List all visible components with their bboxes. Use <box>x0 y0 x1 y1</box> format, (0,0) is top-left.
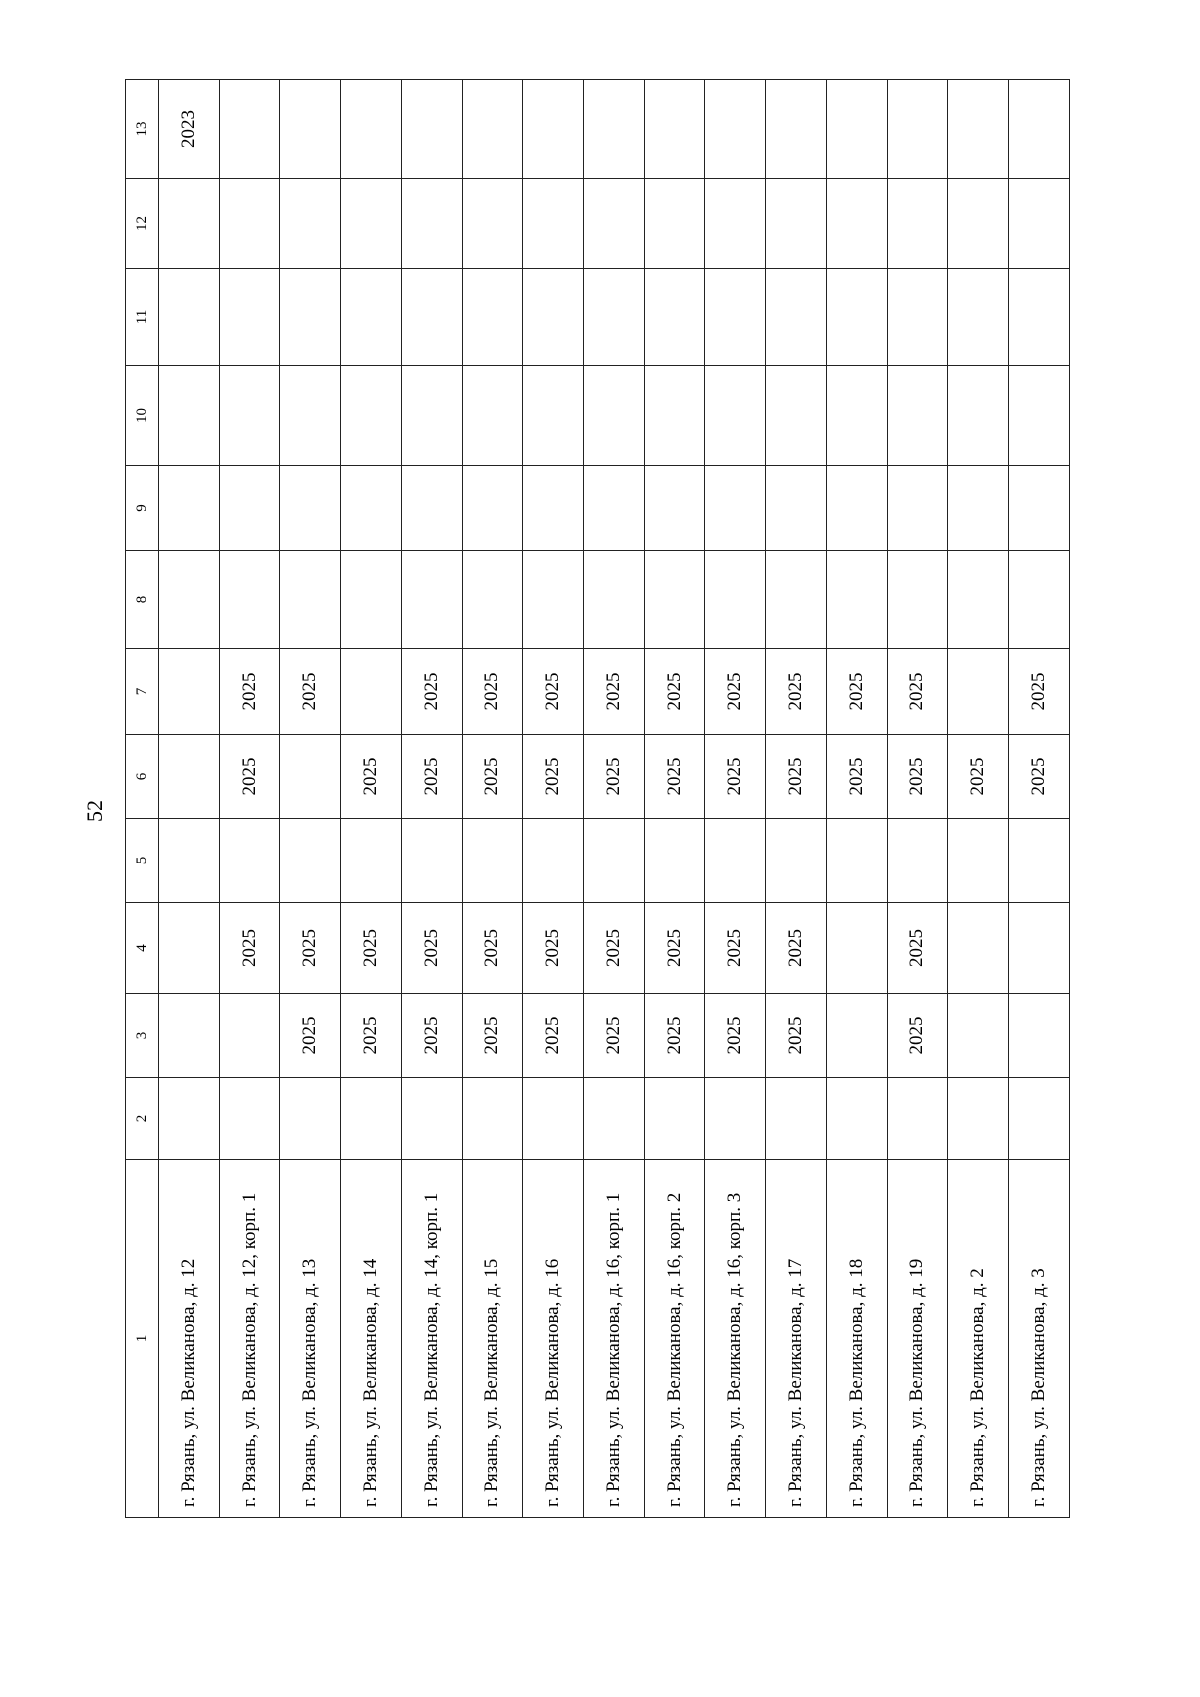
year-cell <box>887 80 948 179</box>
year-cell: 2025 <box>887 994 948 1078</box>
year-cell <box>948 649 1009 735</box>
year-cell: 2025 <box>826 649 887 735</box>
year-cell <box>887 819 948 903</box>
table-body <box>159 80 1070 1518</box>
year-cell: 2025 <box>280 994 341 1078</box>
year-cell: 2025 <box>826 735 887 819</box>
column-header-9: 9 <box>126 466 159 551</box>
year-cell <box>219 366 280 466</box>
address-cell: г. Рязань, ул. Великанова, д. 16, корп. 2 <box>644 1160 705 1518</box>
schedule-table <box>125 79 1070 1518</box>
year-cell: 2025 <box>219 903 280 994</box>
column-header-4: 4 <box>126 903 159 994</box>
year-cell <box>280 466 341 551</box>
year-cell <box>644 366 705 466</box>
year-cell <box>341 179 402 269</box>
column-header-11: 11 <box>126 269 159 366</box>
year-cell <box>948 551 1009 649</box>
schedule-table-wrapper <box>125 80 1070 1518</box>
table-row <box>401 80 462 1518</box>
year-cell: 2025 <box>584 735 645 819</box>
table-row <box>462 80 523 1518</box>
year-cell <box>887 179 948 269</box>
column-header-13: 13 <box>126 80 159 179</box>
year-cell: 2025 <box>766 903 827 994</box>
year-cell <box>948 1078 1009 1160</box>
year-cell <box>523 80 584 179</box>
table-row <box>280 80 341 1518</box>
year-cell <box>705 179 766 269</box>
year-cell <box>1009 994 1070 1078</box>
column-header-6: 6 <box>126 735 159 819</box>
address-cell: г. Рязань, ул. Великанова, д. 16, корп. 3 <box>705 1160 766 1518</box>
year-cell <box>462 551 523 649</box>
year-cell <box>523 466 584 551</box>
year-cell <box>948 269 1009 366</box>
year-cell: 2025 <box>705 903 766 994</box>
year-cell <box>1009 551 1070 649</box>
table-row <box>584 80 645 1518</box>
year-cell <box>644 819 705 903</box>
column-header-2: 2 <box>126 1078 159 1160</box>
year-cell <box>280 1078 341 1160</box>
column-header-5: 5 <box>126 819 159 903</box>
year-cell <box>219 80 280 179</box>
year-cell <box>766 466 827 551</box>
year-cell: 2025 <box>341 994 402 1078</box>
year-cell <box>219 179 280 269</box>
column-header-12: 12 <box>126 179 159 269</box>
year-cell: 2025 <box>705 994 766 1078</box>
table-row <box>766 80 827 1518</box>
table-row <box>826 80 887 1518</box>
year-cell <box>644 466 705 551</box>
year-cell <box>826 366 887 466</box>
year-cell <box>705 1078 766 1160</box>
year-cell <box>1009 80 1070 179</box>
year-cell <box>705 466 766 551</box>
year-cell: 2025 <box>341 903 402 994</box>
year-cell: 2025 <box>766 994 827 1078</box>
year-cell <box>766 179 827 269</box>
year-cell <box>341 819 402 903</box>
year-cell <box>159 649 220 735</box>
year-cell <box>341 551 402 649</box>
year-cell: 2025 <box>644 903 705 994</box>
year-cell <box>462 269 523 366</box>
year-cell <box>766 551 827 649</box>
year-cell <box>1009 819 1070 903</box>
year-cell <box>826 269 887 366</box>
year-cell <box>523 1078 584 1160</box>
year-cell <box>401 269 462 366</box>
year-cell <box>401 179 462 269</box>
year-cell <box>401 366 462 466</box>
year-cell <box>1009 179 1070 269</box>
year-cell <box>1009 466 1070 551</box>
year-cell <box>462 80 523 179</box>
address-cell: г. Рязань, ул. Великанова, д. 12, корп. 1 <box>219 1160 280 1518</box>
year-cell <box>644 80 705 179</box>
year-cell <box>887 269 948 366</box>
year-cell: 2025 <box>462 994 523 1078</box>
year-cell <box>159 903 220 994</box>
year-cell <box>341 649 402 735</box>
table-row <box>644 80 705 1518</box>
year-cell <box>1009 1078 1070 1160</box>
year-cell <box>462 366 523 466</box>
year-cell <box>584 819 645 903</box>
table-row <box>219 80 280 1518</box>
year-cell <box>401 466 462 551</box>
year-cell: 2025 <box>766 735 827 819</box>
year-cell <box>280 366 341 466</box>
year-cell <box>523 269 584 366</box>
year-cell <box>462 466 523 551</box>
year-cell <box>826 1078 887 1160</box>
address-cell: г. Рязань, ул. Великанова, д. 12 <box>159 1160 220 1518</box>
year-cell: 2025 <box>584 649 645 735</box>
year-cell <box>766 1078 827 1160</box>
year-cell <box>584 466 645 551</box>
year-cell: 2025 <box>523 994 584 1078</box>
year-cell <box>826 551 887 649</box>
year-cell <box>159 269 220 366</box>
year-cell <box>705 551 766 649</box>
year-cell: 2025 <box>401 994 462 1078</box>
year-cell <box>584 269 645 366</box>
address-cell: г. Рязань, ул. Великанова, д. 16 <box>523 1160 584 1518</box>
year-cell <box>401 819 462 903</box>
year-cell <box>523 366 584 466</box>
year-cell: 2025 <box>766 649 827 735</box>
year-cell: 2025 <box>219 649 280 735</box>
year-cell <box>341 1078 402 1160</box>
year-cell <box>766 366 827 466</box>
year-cell: 2025 <box>948 735 1009 819</box>
year-cell: 2025 <box>644 994 705 1078</box>
year-cell <box>826 819 887 903</box>
column-header-8: 8 <box>126 551 159 649</box>
year-cell: 2025 <box>584 994 645 1078</box>
column-header-1: 1 <box>126 1160 159 1518</box>
year-cell <box>159 735 220 819</box>
year-cell: 2025 <box>280 649 341 735</box>
year-cell <box>705 819 766 903</box>
year-cell <box>766 269 827 366</box>
year-cell <box>948 179 1009 269</box>
year-cell: 2025 <box>280 903 341 994</box>
year-cell <box>644 551 705 649</box>
year-cell <box>887 466 948 551</box>
year-cell: 2025 <box>887 649 948 735</box>
year-cell <box>159 1078 220 1160</box>
year-cell <box>644 269 705 366</box>
year-cell <box>826 179 887 269</box>
year-cell: 2025 <box>1009 649 1070 735</box>
year-cell <box>219 551 280 649</box>
year-cell <box>401 80 462 179</box>
year-cell <box>948 466 1009 551</box>
year-cell <box>584 551 645 649</box>
year-cell <box>887 551 948 649</box>
table-row <box>887 80 948 1518</box>
year-cell: 2025 <box>462 649 523 735</box>
year-cell: 2025 <box>341 735 402 819</box>
year-cell <box>948 994 1009 1078</box>
column-header-7: 7 <box>126 649 159 735</box>
year-cell <box>219 1078 280 1160</box>
year-cell: 2025 <box>523 903 584 994</box>
year-cell <box>280 269 341 366</box>
address-cell: г. Рязань, ул. Великанова, д. 17 <box>766 1160 827 1518</box>
year-cell: 2025 <box>705 735 766 819</box>
year-cell <box>887 366 948 466</box>
year-cell <box>462 1078 523 1160</box>
table-row <box>523 80 584 1518</box>
year-cell <box>219 466 280 551</box>
year-cell: 2025 <box>584 903 645 994</box>
header-row <box>126 80 159 1518</box>
year-cell <box>219 994 280 1078</box>
year-cell: 2025 <box>1009 735 1070 819</box>
year-cell <box>948 903 1009 994</box>
year-cell <box>280 80 341 179</box>
year-cell <box>705 366 766 466</box>
year-cell: 2025 <box>462 903 523 994</box>
year-cell: 2025 <box>887 735 948 819</box>
year-cell <box>1009 366 1070 466</box>
year-cell: 2025 <box>523 649 584 735</box>
year-cell <box>826 80 887 179</box>
year-cell <box>219 819 280 903</box>
year-cell <box>462 819 523 903</box>
year-cell <box>219 269 280 366</box>
year-cell <box>1009 903 1070 994</box>
year-cell <box>948 819 1009 903</box>
address-cell: г. Рязань, ул. Великанова, д. 18 <box>826 1160 887 1518</box>
year-cell <box>280 735 341 819</box>
column-header-3: 3 <box>126 994 159 1078</box>
year-cell <box>826 903 887 994</box>
year-cell: 2025 <box>462 735 523 819</box>
address-cell: г. Рязань, ул. Великанова, д. 16, корп. 1 <box>584 1160 645 1518</box>
year-cell <box>705 269 766 366</box>
table-row <box>159 80 220 1518</box>
year-cell <box>644 1078 705 1160</box>
year-cell: 2025 <box>401 649 462 735</box>
year-cell <box>948 80 1009 179</box>
address-cell: г. Рязань, ул. Великанова, д. 15 <box>462 1160 523 1518</box>
year-cell <box>280 551 341 649</box>
year-cell <box>159 819 220 903</box>
year-cell <box>826 466 887 551</box>
year-cell <box>1009 269 1070 366</box>
year-cell <box>159 179 220 269</box>
year-cell <box>523 551 584 649</box>
year-cell <box>341 80 402 179</box>
address-cell: г. Рязань, ул. Великанова, д. 3 <box>1009 1160 1070 1518</box>
year-cell <box>341 366 402 466</box>
year-cell <box>159 466 220 551</box>
year-cell <box>766 80 827 179</box>
page-number: 52 <box>82 800 107 822</box>
column-header-10: 10 <box>126 366 159 466</box>
year-cell <box>159 994 220 1078</box>
year-cell <box>280 179 341 269</box>
address-cell: г. Рязань, ул. Великанова, д. 19 <box>887 1160 948 1518</box>
year-cell <box>159 366 220 466</box>
year-cell: 2025 <box>887 903 948 994</box>
year-cell <box>401 551 462 649</box>
year-cell <box>584 179 645 269</box>
address-cell: г. Рязань, ул. Великанова, д. 14, корп. 1 <box>401 1160 462 1518</box>
year-cell <box>584 366 645 466</box>
year-cell <box>462 179 523 269</box>
year-cell: 2025 <box>401 735 462 819</box>
year-cell <box>159 551 220 649</box>
year-cell <box>644 179 705 269</box>
year-cell <box>766 819 827 903</box>
year-cell <box>948 366 1009 466</box>
year-cell: 2025 <box>644 735 705 819</box>
address-cell: г. Рязань, ул. Великанова, д. 13 <box>280 1160 341 1518</box>
year-cell: 2025 <box>705 649 766 735</box>
year-cell <box>523 819 584 903</box>
year-cell <box>341 269 402 366</box>
year-cell <box>584 80 645 179</box>
year-cell: 2025 <box>401 903 462 994</box>
year-cell: 2025 <box>644 649 705 735</box>
year-cell <box>705 80 766 179</box>
year-cell: 2025 <box>219 735 280 819</box>
table-row <box>948 80 1009 1518</box>
year-cell: 2025 <box>523 735 584 819</box>
year-cell <box>584 1078 645 1160</box>
address-cell: г. Рязань, ул. Великанова, д. 14 <box>341 1160 402 1518</box>
year-cell <box>280 819 341 903</box>
table-row <box>1009 80 1070 1518</box>
year-cell <box>826 994 887 1078</box>
year-cell <box>887 1078 948 1160</box>
address-cell: г. Рязань, ул. Великанова, д. 2 <box>948 1160 1009 1518</box>
year-cell <box>401 1078 462 1160</box>
table-row <box>705 80 766 1518</box>
year-cell: 2023 <box>159 80 220 179</box>
year-cell <box>341 466 402 551</box>
table-row <box>341 80 402 1518</box>
year-cell <box>523 179 584 269</box>
